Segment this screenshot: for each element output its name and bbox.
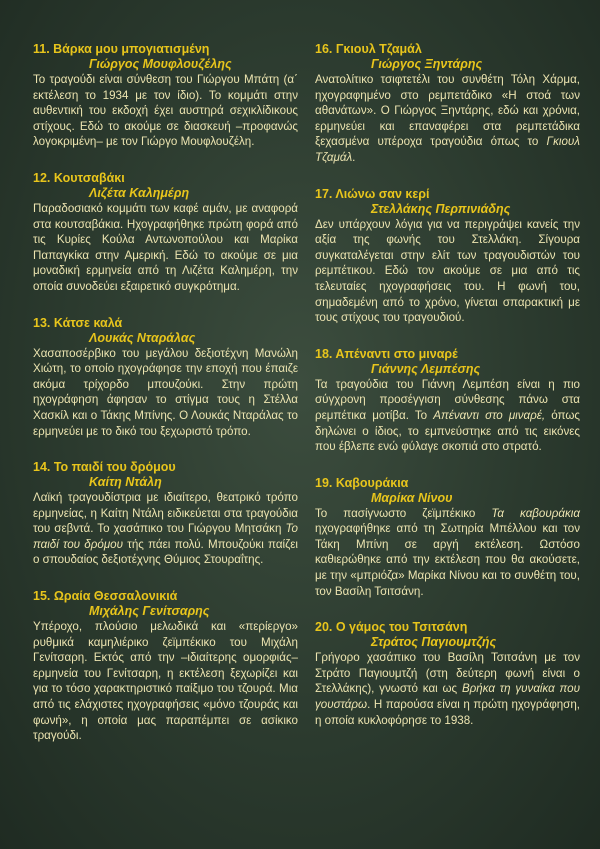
italic-song-title: Το παιδί του δρόμου [33,522,298,551]
description-text: Υπέροχο, πλούσιο μελωδικά και «περίεργο» ρυθμικά καμηλιέρικο ζεϊμπέκικο του Μιχάλη Γενίτσαρη. Εκτός από την –ιδιαίτερης ομορφιάς– ερμηνεία του Γενίτσαρη, η εκτέλεση ξεχωρίζει και για το τόσο χαρακτηριστικό παίξιμο του τζουρά. Μια από τις ελάχιστες ηχογραφήσεις «μόνο τζουράς και φωνή», η οποία μας παραπέμπει σε ασίκικο τραγούδι. [33,620,298,743]
track-artist: Λουκάς Νταράλας [89,330,196,345]
track-description [315,377,580,455]
track-entry [315,347,580,455]
description-text: Δεν υπάρχουν λόγια για να περιγράψει κανείς την αξία της φωνής του Στελλάκη. Σίγουρα συγκαταλέγεται στην ελίτ των τραγουδιστών του ρεμπέτικου. Εδώ τον ακούμε σε μια από τις τελευταίες ηχογραφήσεις του. Η φωνή του, σημαδεμένη από το χρόνο, γίνεται σπαρακτική με τους στίχους του τραγουδιού. [315,217,580,325]
description-text: . [352,150,356,164]
track-entry [33,42,298,150]
track-title: 19. Καβουράκια [315,475,409,490]
track-title: 14. Το παιδί του δρόμου [33,460,176,475]
track-entry [315,42,580,166]
italic-song-title: Βρήκα τη γυναίκα που γουστάρω [315,682,580,712]
track-title: 17. Λιώνω σαν κερί [315,186,430,201]
track-artist: Στελλάκης Περπινιάδης [371,201,511,216]
description-text: Γρήγορο χασάπικο του Βασίλη Τσιτσάνη με τον Στράτο Παγιουμτζή (στη δεύτερη φωνή είναι ο Στελλάκης), γνωστό και ως [315,651,580,696]
track-entry [33,460,298,568]
track-title: 15. Ωραία Θεσσαλονικιά [33,589,178,604]
track-title: 11. Βάρκα μου μπογιατισμένη [33,42,210,56]
track-title: 13. Κάτσε καλά [33,315,123,330]
description-text: Παραδοσιακό κομμάτι των καφέ αμάν, με αναφορά στα κουτσαβάκια. Ηχογραφήθηκε πρώτη φορά από τις Κυρίες Κούλα Αντωνοπούλου και Μαρίκα Παπαγκίκα στην Αμερική. Εδώ το ακούμε σε μια μοναδική ερμηνεία από τη Λιζέτα Καλημέρη, την οποία συνοδεύει εξαιρετικό συγκρότημα. [33,201,298,293]
track-description [33,490,298,568]
track-description [33,201,298,295]
track-artist: Στράτος Παγιουμτζής [371,635,497,650]
track-artist: Μιχάλης Γενίτσαρης [89,604,210,619]
description-text: Το τραγούδι είναι σύνθεση του Γιώργου Μπάτη (α΄ εκτέλεση το 1934 με τον ίδιο). Το κομμάτι στην αυθεντική του εκδοχή έχει αυστηρά σεχικλίδικους στίχους. Εδώ το ακούμε σε διασκευή –προφανώς λογοκριμένη– με τον Γιώργο Μουφλουζέλη. [33,73,298,149]
description-text: . Η παρούσα είναι η πρώτη ηχογράφηση, η οποία κυκλοφόρησε το 1938. [315,698,580,727]
track-description [315,506,580,600]
italic-song-title: Γκιουλ Τζαμάλ [315,135,580,164]
track-description [315,217,580,326]
track-title: 12. Κουτσαβάκι [33,170,125,185]
track-entry [33,316,298,440]
track-description [33,346,298,440]
track-title: 18. Απέναντι στο μιναρέ [315,346,458,361]
track-entry [315,476,580,600]
track-artist: Καίτη Ντάλη [89,475,162,490]
track-artist: Γιάννης Λεμπέσης [371,361,481,376]
track-title: 20. Ο γάμος του Τσιτσάνη [315,620,468,635]
description-text: ηχογραφήθηκε από τη Σωτηρία Μπέλλου και τον Τάκη Μπίνη σε αργή εκτέλεση. Ωστόσο καθιερώθηκε από την εκτέλεση που θα ακούσετε, με την «μπριόζα» Μαρίκα Νίνου και το συνθέτη του, τον Βασίλη Τσιτσάνη. [315,522,580,598]
track-entry [315,187,580,326]
right-column [315,42,580,749]
track-artist: Γιώργος Μουφλουζέλης [89,57,232,71]
track-entry [33,589,298,744]
description-text: Το πασίγνωστο ζεϊμπέκικο [315,506,492,520]
track-artist: Λιζέτα Καλημέρη [89,185,190,200]
track-description [315,72,580,166]
description-text: τής πάει πολύ. Μπουζούκι παίζει ο σπουδαίος δεξιοτέχνης Θύμιος Στουραΐτης. [33,537,298,567]
italic-song-title: Τα καβουράκια [491,506,580,520]
description-text: Ανατολίτικο τσιφτετέλι του συνθέτη Τόλη Χάρμα, ηχογραφημένο στο ρεμπετάδικο «Η στοά των αθανάτων». Ο Γιώργος Ξηντάρης, εδώ και χρόνια, ερμηνεύει και επαναφέρει στα ρεμπετάδικα ξεχασμένα υπέροχα τραγούδια όπως το [315,73,580,149]
description-text: Λαϊκή τραγουδίστρια με ιδιαίτερο, θεατρικό τρόπο ερμηνείας, η Καίτη Ντάλη ειδικεύεται στα τραγούδια του σεβντά. Το χασάπικο του Γιώργου Μητσάκη [33,491,298,536]
track-title: 16. Γκιουλ Τζαμάλ [315,42,422,56]
description-text: Τα τραγούδια του Γιάννη Λεμπέση είναι η πιο σύγχρονη προσέγγιση σύνθεσης πάνω στα ρεμπέτικα μοτίβα. Το [315,377,580,422]
track-description [33,72,298,150]
track-entry [33,171,298,295]
track-entry [315,620,580,728]
track-description [315,650,580,728]
italic-song-title: Απέναντι στο μιναρέ, [433,408,546,422]
track-artist: Μαρίκα Νίνου [371,490,453,505]
description-text: Χασαποσέρβικο του μεγάλου δεξιοτέχνη Μανώλη Χιώτη, το οποίο ηχογράφησε την εποχή που έπαιζε ακόμα τρίχορδο μπουζούκι. Στην πρώτη ηχογράφηση άφησαν το στίγμα τους η Στέλλα Χασκίλ και ο Τάκης Μπίνης. Ο Λουκάς Νταράλας το ερμηνεύει με το δικό του ξεχωριστό τρόπο. [33,346,298,438]
track-description [33,619,298,744]
track-artist: Γιώργος Ξηντάρης [371,57,483,71]
left-column [33,42,298,765]
description-text: όπως δηλώνει ο ίδιος, το εμπνεύστηκε από τις εικόνες που έβλεπε ενώ φύλαγε σκοπιά στο στρατό. [315,408,581,454]
